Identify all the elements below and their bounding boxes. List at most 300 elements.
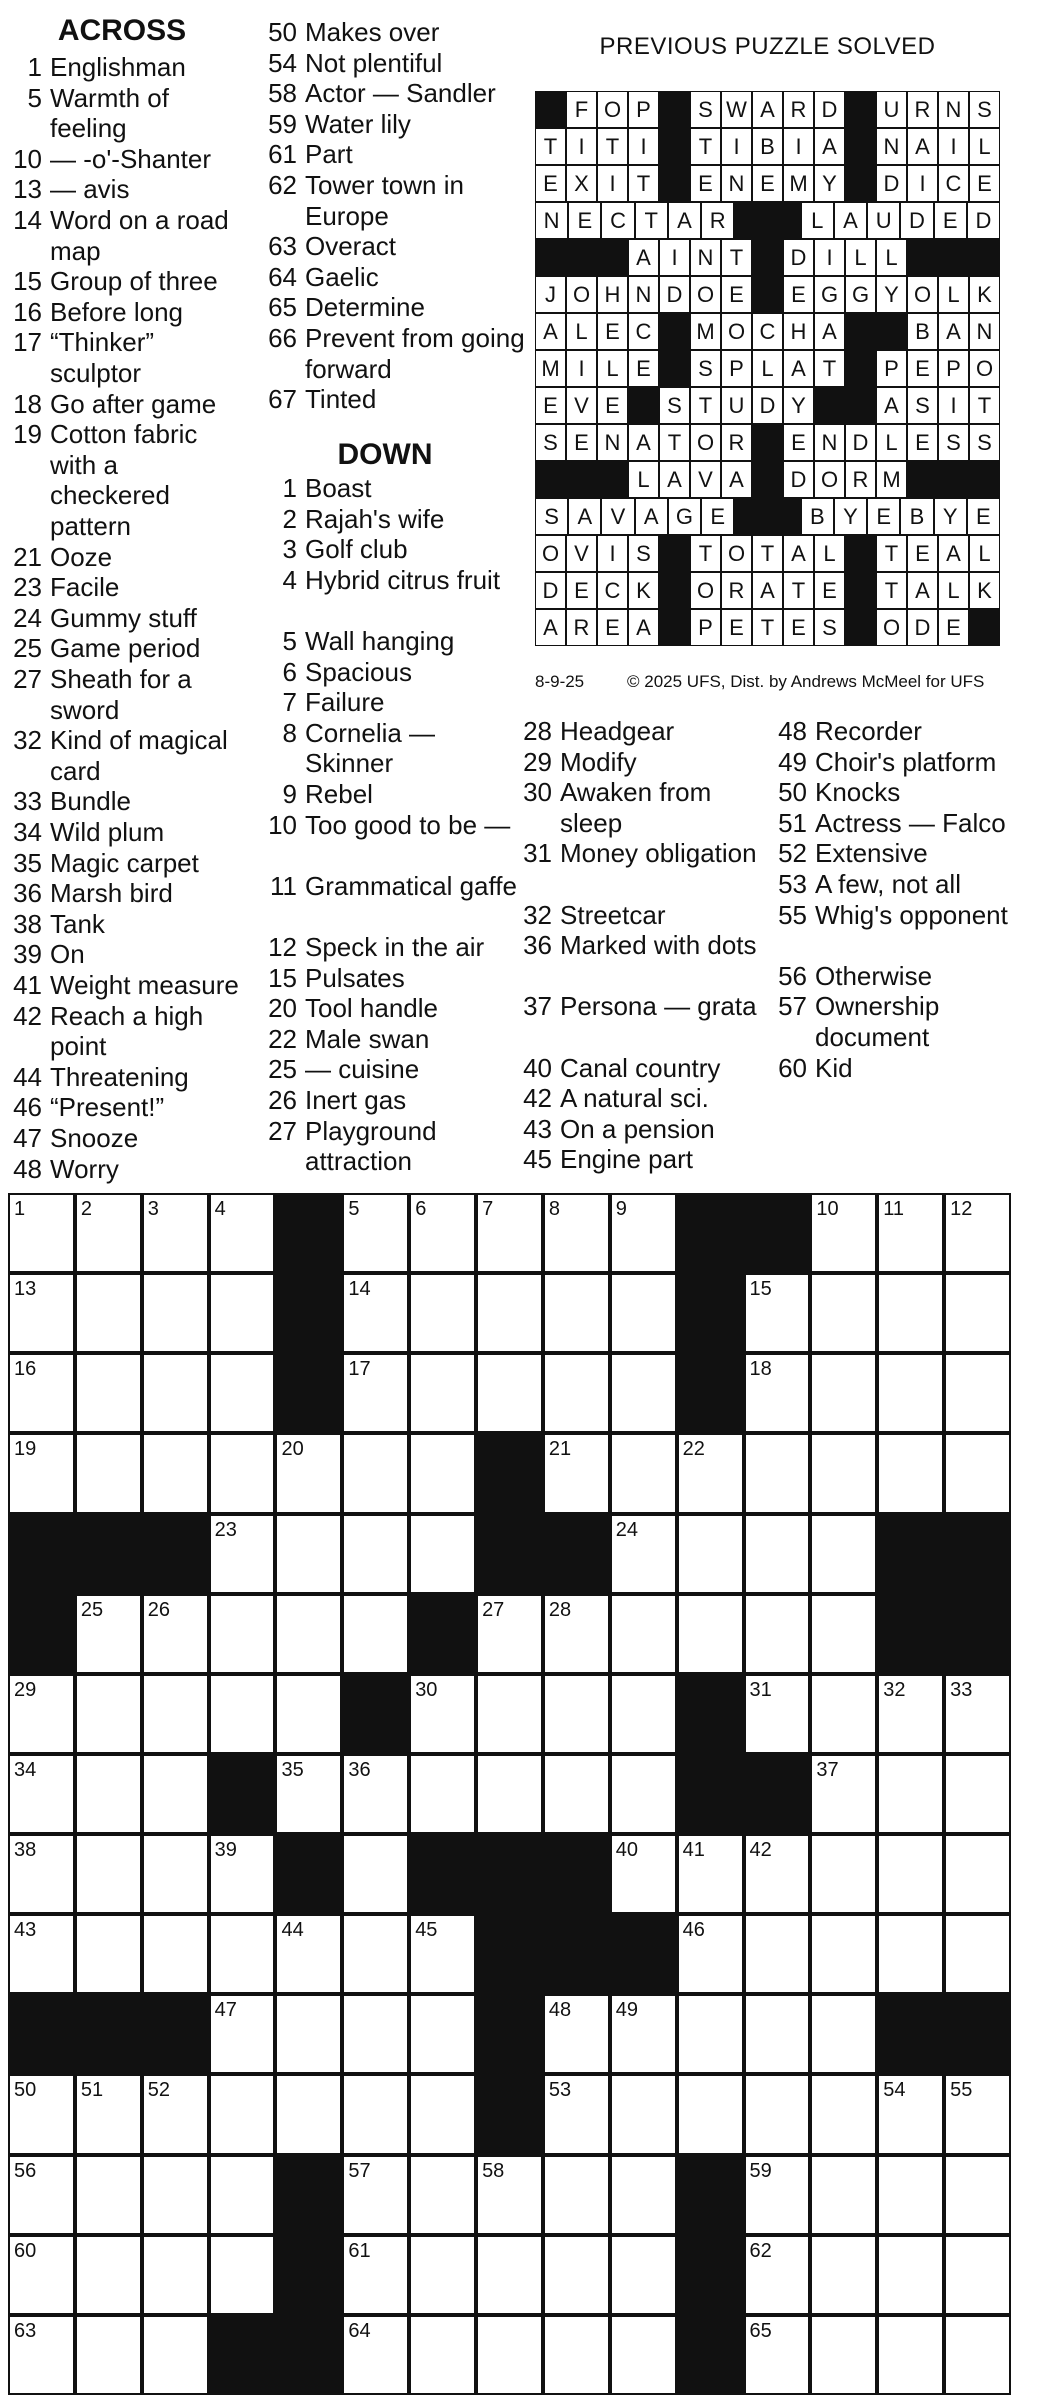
down-clue [268, 993, 530, 1024]
across-clue [268, 108, 530, 140]
grid-cell[interactable] [612, 1516, 675, 1592]
across-clue-text: Determine [305, 292, 425, 323]
across-clue-number: 66 [268, 323, 297, 353]
grid-cell[interactable] [411, 2157, 474, 2233]
down-clue-number: 49 [778, 746, 807, 777]
grid-cell[interactable] [478, 1676, 541, 1752]
grid-cell[interactable] [812, 1836, 875, 1912]
grid-cell[interactable] [946, 1836, 1009, 1912]
grid-cell[interactable] [679, 1996, 742, 2072]
previous-puzzle-cell: A [877, 388, 906, 423]
grid-cell[interactable] [411, 1355, 474, 1431]
grid-cell-number: 16 [14, 1358, 37, 1381]
previous-puzzle-cell: O [722, 314, 751, 349]
across-clue-number: 42 [13, 1000, 42, 1031]
grid-cell[interactable] [746, 1596, 809, 1672]
previous-puzzle-cell: A [753, 573, 782, 608]
grid-cell[interactable] [545, 1355, 608, 1431]
grid-cell[interactable] [211, 1435, 274, 1511]
grid-cell[interactable] [211, 1516, 274, 1592]
grid-cell[interactable] [277, 1435, 340, 1511]
grid-cell[interactable] [812, 1756, 875, 1832]
across-clue-number: 19 [13, 419, 42, 450]
grid-cell[interactable] [144, 2317, 207, 2393]
down-clue [523, 838, 780, 869]
across-clue-number: 15 [13, 266, 42, 297]
down-clue [282, 656, 530, 688]
grid-cell[interactable] [211, 1836, 274, 1912]
across-clue-number: 54 [268, 47, 297, 78]
grid-cell[interactable] [946, 1756, 1009, 1832]
previous-puzzle-cell: C [753, 314, 782, 349]
previous-puzzle-cell: P [691, 610, 720, 645]
grid-cell[interactable] [946, 1916, 1009, 1992]
previous-puzzle-cell: L [877, 425, 906, 460]
grid-cell[interactable] [411, 1756, 474, 1832]
grid-cell[interactable] [746, 1355, 809, 1431]
grid-cell[interactable] [612, 1435, 675, 1511]
grid-cell[interactable] [879, 2317, 942, 2393]
previous-puzzle-cell: K [970, 277, 999, 312]
grid-cell[interactable] [144, 1836, 207, 1912]
grid-cell[interactable] [746, 1916, 809, 1992]
across-clue [13, 174, 245, 205]
grid-cell[interactable] [277, 1756, 340, 1832]
grid-cell[interactable] [946, 1676, 1009, 1752]
grid-cell[interactable] [478, 2157, 541, 2233]
previous-puzzle-cell: E [691, 166, 720, 201]
across-clue-text: Threatening [50, 1061, 189, 1092]
down-clue-number: 2 [282, 503, 297, 534]
grid-cell[interactable] [344, 2237, 407, 2313]
grid-cell[interactable] [746, 1676, 809, 1752]
across-clue-text: Game period [50, 633, 201, 664]
grid-cell[interactable] [478, 1275, 541, 1351]
grid-cell[interactable] [545, 1596, 608, 1672]
across-clue [13, 1153, 245, 1185]
grid-cell[interactable] [77, 1435, 140, 1511]
across-clue [268, 78, 530, 109]
grid-cell[interactable] [77, 2237, 140, 2313]
previous-puzzle-cell: T [636, 203, 667, 238]
previous-puzzle-cell: G [669, 499, 700, 534]
across-clue-text: Kind of magical card [50, 725, 228, 786]
grid-cell[interactable] [478, 1596, 541, 1672]
down-clue-text: Ownership document [815, 991, 940, 1052]
previous-puzzle-cell: O [815, 462, 844, 497]
grid-cell[interactable] [77, 2157, 140, 2233]
grid-cell[interactable] [344, 1996, 407, 2072]
previous-puzzle-cell: N [815, 425, 844, 460]
grid-cell[interactable] [879, 1756, 942, 1832]
grid-cell[interactable] [144, 1676, 207, 1752]
previous-puzzle-cell: A [908, 573, 937, 608]
down-clue [268, 962, 530, 994]
grid-cell[interactable] [344, 1275, 407, 1351]
grid-cell[interactable] [344, 2317, 407, 2393]
grid-cell[interactable] [746, 2076, 809, 2152]
grid-cell[interactable] [344, 1435, 407, 1511]
grid-cell[interactable] [612, 2237, 675, 2313]
previous-puzzle-cell: U [868, 203, 899, 238]
grid-cell[interactable] [946, 2317, 1009, 2393]
grid-cell[interactable] [478, 1355, 541, 1431]
across-clue-number: 17 [13, 327, 42, 358]
grid-cell[interactable] [545, 1435, 608, 1511]
previous-puzzle-cell: T [877, 573, 906, 608]
grid-cell[interactable] [77, 1355, 140, 1431]
grid-cell[interactable] [879, 2157, 942, 2233]
across-clue [13, 1092, 245, 1123]
grid-cell[interactable] [411, 1435, 474, 1511]
grid-cell[interactable] [77, 2076, 140, 2152]
grid-cell[interactable] [211, 2157, 274, 2233]
previous-puzzle-cell: A [536, 314, 565, 349]
previous-puzzle-cell: A [722, 462, 751, 497]
grid-cell[interactable] [411, 2076, 474, 2152]
grid-cell[interactable] [879, 2237, 942, 2313]
grid-cell[interactable] [612, 1275, 675, 1351]
grid-cell[interactable] [545, 1756, 608, 1832]
grid-cell[interactable] [10, 1836, 73, 1912]
grid-cell[interactable] [812, 1275, 875, 1351]
grid-cell[interactable] [812, 2076, 875, 2152]
grid-cell-number: 20 [281, 1438, 304, 1461]
grid-cell-number: 24 [615, 1518, 639, 1541]
grid-cell[interactable] [10, 1756, 73, 1832]
across-clue [268, 261, 530, 293]
grid-cell[interactable] [344, 1195, 407, 1271]
grid-cell[interactable] [144, 1756, 207, 1832]
across-clue-number: 1 [27, 52, 42, 82]
grid-cell[interactable] [77, 1596, 140, 1672]
grid-cell[interactable] [746, 2157, 809, 2233]
grid-cell[interactable] [746, 2317, 809, 2393]
grid-cell[interactable] [545, 2237, 608, 2313]
grid-cell[interactable] [344, 1756, 407, 1832]
previous-puzzle-cell: N [629, 277, 658, 312]
grid-cell[interactable] [679, 1435, 742, 1511]
across-clue-text: Tower town in Europe [305, 170, 464, 231]
across-clue-text: — avis [50, 174, 130, 205]
grid-cell[interactable] [10, 1355, 73, 1431]
grid-cell[interactable] [144, 1916, 207, 1992]
grid-cell[interactable] [946, 1355, 1009, 1431]
grid-cell[interactable] [879, 2076, 942, 2152]
grid-cell[interactable] [679, 1596, 742, 1672]
across-clue-number: 25 [13, 633, 42, 664]
grid-cell[interactable] [277, 2076, 340, 2152]
grid-cell[interactable] [946, 2076, 1009, 2152]
grid-cell[interactable] [144, 1195, 207, 1271]
grid-cell-number: 4 [214, 1198, 226, 1220]
grid-cell[interactable] [679, 1836, 742, 1912]
down-clue [268, 809, 530, 841]
copyright-notice: © 2025 UFS, Dist. by Andrews McMeel for UFS [627, 672, 985, 691]
grid-cell[interactable] [812, 1596, 875, 1672]
grid-cell[interactable] [612, 1836, 675, 1912]
grid-cell[interactable] [10, 1435, 73, 1511]
grid-cell-number: 29 [14, 1678, 37, 1701]
grid-cell-number: 31 [749, 1678, 772, 1701]
grid-cell[interactable] [411, 1275, 474, 1351]
grid-cell[interactable] [545, 2317, 608, 2393]
grid-cell[interactable] [612, 1355, 675, 1431]
grid-cell[interactable] [545, 2157, 608, 2233]
grid-cell[interactable] [344, 2157, 407, 2233]
grid-cell[interactable] [277, 1676, 340, 1752]
grid-cell[interactable] [812, 1996, 875, 2072]
grid-cell[interactable] [411, 2317, 474, 2393]
across-clue-text: Weight measure [50, 970, 239, 1000]
grid-cell[interactable] [344, 1916, 407, 1992]
grid-cell[interactable] [812, 2237, 875, 2313]
down-clue-text: Cornelia — Skinner [305, 717, 436, 779]
grid-cell-number: 13 [14, 1278, 37, 1301]
across-clue-text: Warmth of feeling [50, 82, 169, 144]
previous-puzzle-cell: P [722, 351, 751, 386]
previous-puzzle-cell: S [970, 92, 999, 127]
grid-cell[interactable] [478, 2317, 541, 2393]
down-clue-number: 6 [282, 656, 297, 687]
grid-cell[interactable] [277, 1916, 340, 1992]
down-clue-number: 5 [282, 626, 297, 656]
grid-cell[interactable] [10, 2237, 73, 2313]
grid-cell[interactable] [211, 1996, 274, 2072]
previous-puzzle-cell: S [536, 425, 565, 460]
grid-cell[interactable] [344, 2076, 407, 2152]
grid-cell[interactable] [411, 2237, 474, 2313]
grid-cell[interactable] [679, 1916, 742, 1992]
grid-cell[interactable] [545, 1996, 608, 2072]
grid-cell-number: 10 [816, 1198, 839, 1220]
down-clue [268, 1054, 530, 1085]
down-clue-number: 31 [523, 838, 552, 869]
grid-cell[interactable] [77, 1275, 140, 1351]
across-clue [13, 327, 245, 388]
previous-puzzle-cell: X [567, 166, 596, 201]
across-clue-number: 67 [268, 384, 297, 415]
down-clue-text: Streetcar [560, 899, 666, 930]
grid-cell[interactable] [211, 1596, 274, 1672]
previous-puzzle-cell: R [722, 573, 751, 608]
previous-puzzle-cell: O [567, 277, 596, 312]
previous-puzzle-cell: E [598, 388, 627, 423]
across-clue-number: 50 [268, 17, 297, 47]
grid-cell-number: 42 [749, 1839, 772, 1862]
grid-cell[interactable] [946, 1275, 1009, 1351]
grid-cell[interactable] [344, 1836, 407, 1912]
across-clue [268, 47, 530, 79]
grid-cell[interactable] [946, 2157, 1009, 2233]
grid-cell-number: 8 [548, 1198, 561, 1220]
previous-puzzle-cell: K [629, 573, 658, 608]
across-clue-number: 38 [13, 908, 42, 939]
down-clue [268, 1115, 530, 1177]
grid-cell[interactable] [10, 2317, 73, 2393]
grid-cell[interactable] [612, 2317, 675, 2393]
grid-cell[interactable] [77, 1916, 140, 1992]
across-clue-number: 41 [13, 970, 42, 1000]
grid-cell[interactable] [746, 2237, 809, 2313]
across-clue-text: Englishman [50, 52, 186, 82]
across-clue-text: Tinted [305, 384, 377, 415]
grid-cell[interactable] [612, 2076, 675, 2152]
grid-cell[interactable] [411, 1195, 474, 1271]
down-clue-text: Boast [305, 473, 372, 503]
grid-cell[interactable] [679, 1516, 742, 1592]
grid-cell[interactable] [211, 1355, 274, 1431]
grid-cell[interactable] [277, 1596, 340, 1672]
grid-cell[interactable] [411, 1916, 474, 1992]
previous-puzzle-cell: E [815, 573, 844, 608]
grid-cell[interactable] [746, 1836, 809, 1912]
grid-cell[interactable] [612, 2157, 675, 2233]
grid-cell[interactable] [746, 1516, 809, 1592]
grid-cell[interactable] [879, 1916, 942, 1992]
across-clue-number: 33 [13, 786, 42, 817]
grid-cell[interactable] [211, 2237, 274, 2313]
across-clue-text: Facile [50, 572, 120, 603]
grid-cell[interactable] [144, 2157, 207, 2233]
previous-puzzle-cell: B [901, 499, 932, 534]
grid-cell[interactable] [812, 1435, 875, 1511]
previous-puzzle-cell: M [536, 351, 565, 386]
down-clue [282, 687, 530, 718]
grid-cell[interactable] [746, 1275, 809, 1351]
down-clue-text: Playground attraction [305, 1115, 437, 1177]
across-clue [13, 1061, 245, 1093]
grid-cell[interactable] [344, 1355, 407, 1431]
grid-cell[interactable] [10, 2076, 73, 2152]
grid-cell[interactable] [211, 1676, 274, 1752]
grid-cell[interactable] [211, 1195, 274, 1271]
grid-cell[interactable] [144, 1596, 207, 1672]
grid-cell-number: 58 [482, 2159, 505, 2182]
grid-cell[interactable] [612, 1676, 675, 1752]
previous-puzzle-cell: S [660, 388, 689, 423]
down-clue [778, 960, 1035, 992]
grid-cell[interactable] [77, 1195, 140, 1271]
down-clue-number: 29 [523, 746, 552, 777]
grid-cell[interactable] [411, 1516, 474, 1592]
grid-cell[interactable] [879, 1355, 942, 1431]
grid-cell[interactable] [211, 1275, 274, 1351]
down-clue-text: On a pension [560, 1113, 715, 1144]
grid-cell[interactable] [77, 2317, 140, 2393]
grid-cell[interactable] [879, 1195, 942, 1271]
previous-puzzle-cell: A [815, 129, 844, 164]
grid-cell[interactable] [77, 1676, 140, 1752]
grid-cell[interactable] [879, 1836, 942, 1912]
grid-cell[interactable] [879, 1435, 942, 1511]
grid-cell[interactable] [478, 2237, 541, 2313]
grid-cell-number: 12 [950, 1198, 973, 1220]
grid-cell[interactable] [10, 1275, 73, 1351]
grid-cell[interactable] [612, 1195, 675, 1271]
grid-cell-number: 19 [14, 1438, 37, 1461]
previous-puzzle-cell: O [908, 277, 937, 312]
grid-cell[interactable] [812, 1916, 875, 1992]
grid-cell[interactable] [144, 2076, 207, 2152]
down-clue-text: Headgear [560, 716, 675, 746]
grid-cell[interactable] [277, 1996, 340, 2072]
across-clue [13, 572, 245, 603]
previous-puzzle-cell: Y [784, 388, 813, 423]
grid-cell[interactable] [812, 1355, 875, 1431]
grid-cell[interactable] [746, 1996, 809, 2072]
grid-cell[interactable] [812, 1516, 875, 1592]
grid-cell[interactable] [612, 1996, 675, 2072]
grid-cell[interactable] [144, 1275, 207, 1351]
grid-cell[interactable] [612, 1756, 675, 1832]
grid-cell-number: 5 [348, 1198, 360, 1220]
across-clue-number: 10 [13, 143, 42, 174]
grid-cell[interactable] [478, 1195, 541, 1271]
previous-puzzle-cell: R [784, 92, 813, 127]
grid-cell[interactable] [277, 1516, 340, 1592]
grid-cell[interactable] [411, 1996, 474, 2072]
grid-cell[interactable] [144, 2237, 207, 2313]
grid-cell[interactable] [946, 2237, 1009, 2313]
down-clue-text: Money obligation [560, 838, 757, 869]
grid-cell[interactable] [545, 2076, 608, 2152]
grid-cell[interactable] [545, 1195, 608, 1271]
grid-cell[interactable] [612, 1596, 675, 1672]
down-clue-text: Golf club [305, 534, 408, 565]
grid-cell[interactable] [879, 1676, 942, 1752]
grid-cell-number: 49 [615, 1999, 639, 2022]
grid-cell[interactable] [77, 1756, 140, 1832]
across-clue [13, 725, 245, 786]
crossword-grid[interactable] [8, 1193, 1011, 2395]
grid-cell[interactable] [144, 1355, 207, 1431]
down-clue [778, 716, 1035, 747]
grid-cell[interactable] [946, 1195, 1009, 1271]
grid-cell[interactable] [211, 2076, 274, 2152]
previous-puzzle-cell: D [815, 92, 844, 127]
previous-puzzle-cell: D [968, 203, 999, 238]
previous-puzzle-cell: L [815, 536, 844, 571]
grid-cell[interactable] [545, 1676, 608, 1752]
grid-cell[interactable] [10, 1676, 73, 1752]
previous-puzzle-title: PREVIOUS PUZZLE SOLVED [599, 33, 936, 60]
grid-cell[interactable] [746, 1435, 809, 1511]
grid-cell[interactable] [812, 1195, 875, 1271]
grid-cell[interactable] [344, 1516, 407, 1592]
grid-cell[interactable] [812, 1676, 875, 1752]
previous-puzzle-cell: O [691, 425, 720, 460]
grid-cell[interactable] [144, 1435, 207, 1511]
grid-cell-number: 25 [80, 1598, 104, 1621]
grid-cell[interactable] [10, 2157, 73, 2233]
grid-cell[interactable] [77, 1836, 140, 1912]
previous-puzzle-cell: E [702, 499, 733, 534]
grid-cell[interactable] [344, 1596, 407, 1672]
grid-cell[interactable] [411, 1676, 474, 1752]
grid-cell[interactable] [812, 2317, 875, 2393]
grid-cell[interactable] [679, 2076, 742, 2152]
grid-cell[interactable] [946, 1435, 1009, 1511]
grid-cell[interactable] [545, 1275, 608, 1351]
grid-cell[interactable] [478, 1756, 541, 1832]
across-clue-text: Water lily [305, 108, 411, 139]
grid-cell[interactable] [812, 2157, 875, 2233]
grid-cell[interactable] [10, 1916, 73, 1992]
grid-cell[interactable] [10, 1195, 73, 1271]
grid-cell[interactable] [211, 1916, 274, 1992]
grid-cell[interactable] [879, 1275, 942, 1351]
